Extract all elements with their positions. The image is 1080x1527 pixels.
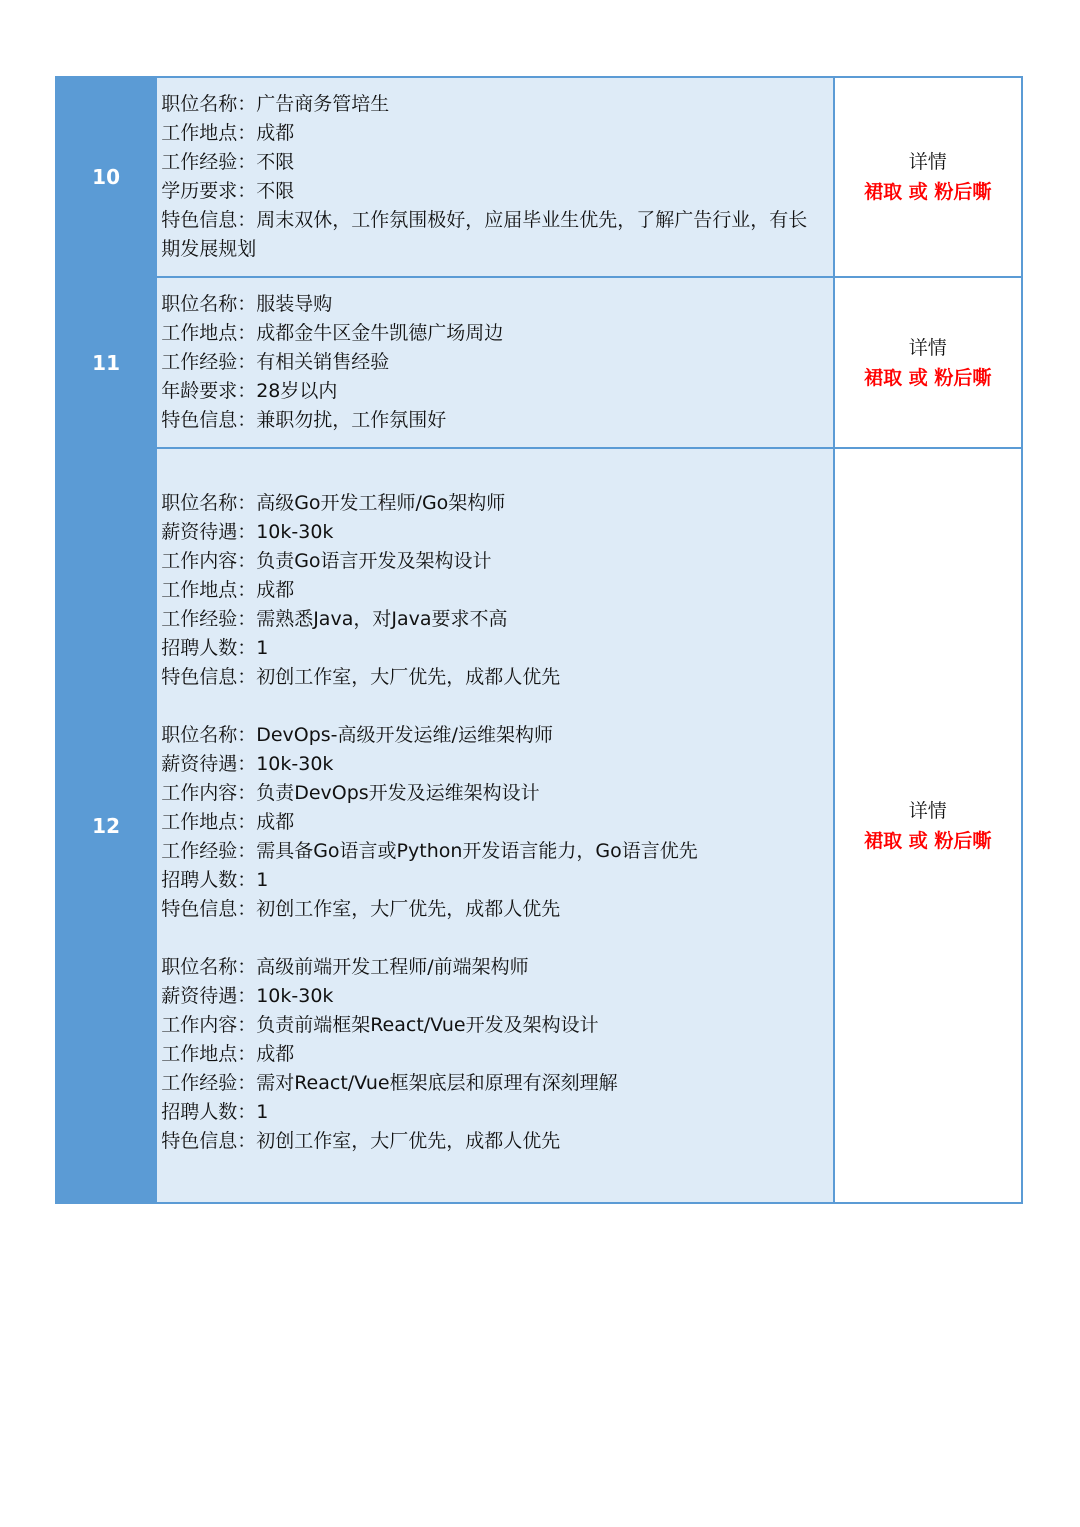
job-block (161, 489, 820, 692)
job-location-line: 工作地点：成都 (161, 122, 295, 144)
job-experience-line: 工作经验：需熟悉Java，对Java要求不高 (161, 608, 508, 630)
job-salary-line: 薪资待遇：10k-30k (161, 521, 334, 543)
job-info (157, 449, 832, 1196)
job-location-line: 工作地点：成都金牛区金牛凯德广场周边 (161, 322, 504, 344)
job-info (157, 78, 832, 276)
table-row (56, 77, 1022, 277)
job-duties-line: 工作内容：负责DevOps开发及运维架构设计 (161, 782, 540, 804)
job-info-cell (156, 77, 833, 277)
job-position-line: 职位名称：广告商务管培生 (161, 93, 390, 115)
job-position-line: 职位名称：DevOps-高级开发运维/运维架构师 (161, 724, 553, 746)
table-row (56, 448, 1022, 1203)
job-location-line: 工作地点：成都 (161, 811, 295, 833)
detail-label: 详情 (908, 151, 947, 173)
job-headcount-line: 招聘人数：1 (161, 869, 269, 891)
job-salary-line: 薪资待遇：10k-30k (161, 753, 334, 775)
job-duties-line: 工作内容：负责前端框架React/Vue开发及架构设计 (161, 1014, 599, 1036)
row-number: 10 (56, 77, 156, 277)
detail-cell (834, 448, 1022, 1203)
job-block (161, 953, 820, 1156)
job-experience-line: 工作经验：需具备Go语言或Python开发语言能力，Go语言优先 (161, 840, 698, 862)
job-experience-line: 工作经验：有相关销售经验 (161, 351, 390, 373)
job-position-line: 职位名称：服装导购 (161, 293, 333, 315)
detail-label: 详情 (908, 336, 947, 359)
table-row (56, 277, 1022, 448)
job-info-cell (156, 277, 833, 448)
job-duties-line: 工作内容：负责Go语言开发及架构设计 (161, 550, 492, 572)
job-block (161, 90, 820, 264)
detail-link[interactable]: 裙取 或 粉后嘶 (864, 181, 992, 203)
detail-cell (834, 77, 1022, 277)
row-number: 12 (56, 448, 156, 1203)
job-block (161, 290, 820, 435)
job-features-line: 特色信息：兼职勿扰，工作氛围好 (161, 409, 447, 431)
row-number: 11 (56, 277, 156, 448)
job-salary-line: 薪资待遇：10k-30k (161, 985, 334, 1007)
job-age-line: 年龄要求：28岁以内 (161, 380, 338, 402)
detail-cell (834, 277, 1022, 448)
job-listing-body (56, 77, 1022, 1203)
detail-link[interactable]: 裙取 或 粉后嘶 (864, 366, 992, 389)
job-features-line: 特色信息：周末双休，工作氛围极好，应届毕业生优先，了解广告行业，有长期发展规划 (161, 209, 808, 260)
detail-label: 详情 (908, 799, 947, 822)
job-info-cell (156, 448, 833, 1203)
job-experience-line: 工作经验：不限 (161, 151, 295, 173)
detail-link[interactable]: 裙取 或 粉后嘶 (864, 829, 992, 852)
job-listing-table (55, 76, 1023, 1204)
job-experience-line: 工作经验：需对React/Vue框架底层和原理有深刻理解 (161, 1072, 618, 1094)
job-features-line: 特色信息：初创工作室，大厂优先，成都人优先 (161, 666, 561, 688)
job-headcount-line: 招聘人数：1 (161, 637, 269, 659)
job-features-line: 特色信息：初创工作室，大厂优先，成都人优先 (161, 898, 561, 920)
job-block (161, 721, 820, 924)
job-info (157, 278, 832, 447)
job-position-line: 职位名称：高级前端开发工程师/前端架构师 (161, 956, 529, 978)
job-education-line: 学历要求：不限 (161, 180, 295, 202)
job-headcount-line: 招聘人数：1 (161, 1101, 269, 1123)
job-location-line: 工作地点：成都 (161, 579, 295, 601)
job-location-line: 工作地点：成都 (161, 1043, 295, 1065)
job-position-line: 职位名称：高级Go开发工程师/Go架构师 (161, 492, 506, 514)
job-features-line: 特色信息：初创工作室，大厂优先，成都人优先 (161, 1130, 561, 1152)
